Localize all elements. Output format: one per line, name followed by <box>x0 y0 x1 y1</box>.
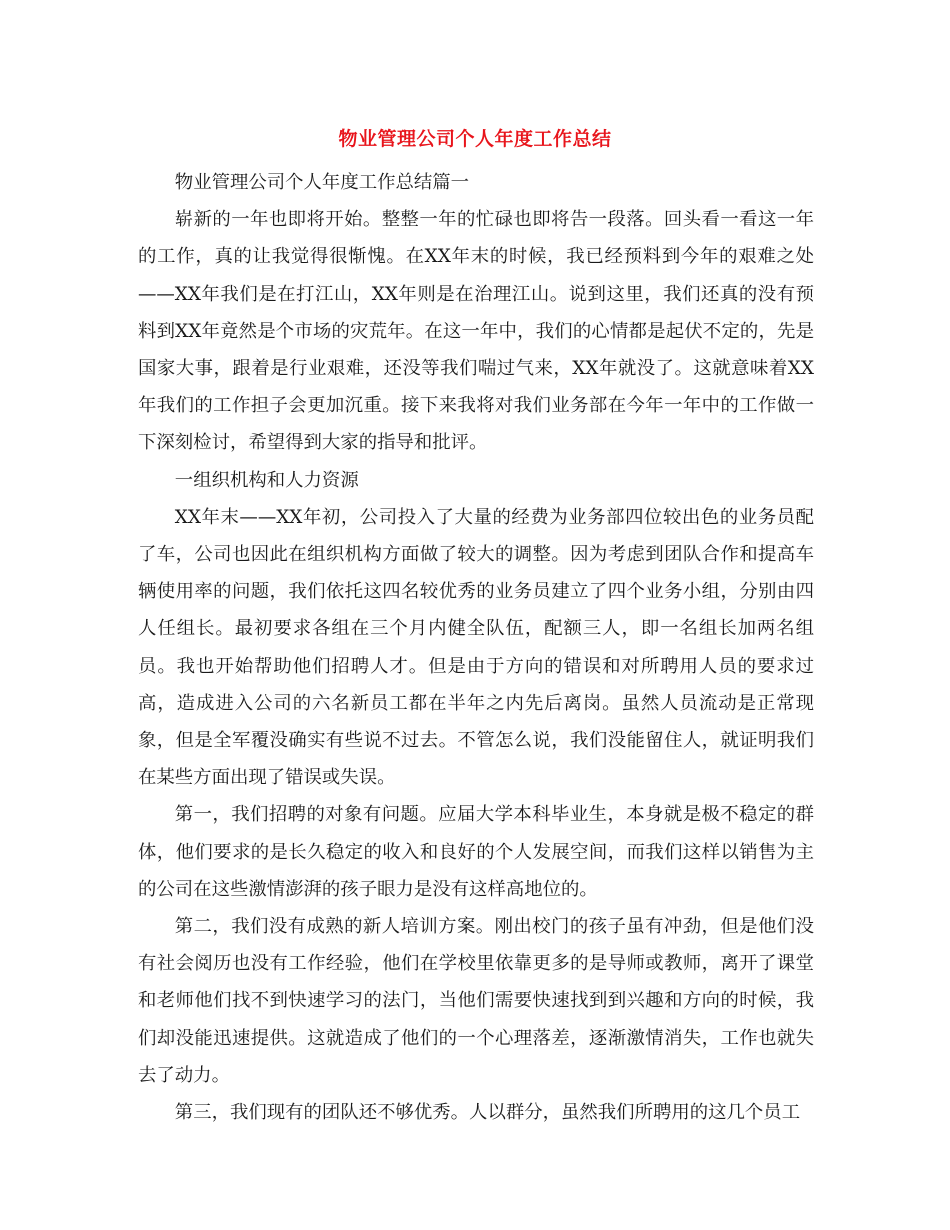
paragraph-point-2: 第二，我们没有成熟的新人培训方案。刚出校门的孩子虽有冲劲，但是他们没有社会阅历也没有工作经验，他们在学校里依靠更多的是导师或教师，离开了课堂和老师他们找不到快速学习的法门，当他们需要快速找到到兴趣和方向的时候，我们却没能迅速提供。这就造成了他们的一个心理落差，逐渐激情消失，工作也就失去了动力。 <box>138 916 814 1086</box>
paragraph-intro: 崭新的一年也即将开始。整整一年的忙碌也即将告一段落。回头看一看这一年的工作，真的让我觉得很惭愧。在XX年末的时候，我已经预料到今年的艰难之处——XX年我们是在打江山，XX年则是在治理江山。说到这里，我们还真的没有预料到XX年竟然是个市场的灾荒年。在这一年中，我们的心情都是起伏不定的，先是国家大事，跟着是行业艰难，还没等我们喘过气来，XX年就没了。这就意味着XX年我们的工作担子会更加沉重。接下来我将对我们业务部在今年一年中的工作做一下深刻检讨，希望得到大家的指导和批评。 <box>138 209 814 454</box>
paragraph-organization: XX年末——XX年初，公司投入了大量的经费为业务部四位较出色的业务员配了车，公司也因此在组织机构方面做了较大的调整。因为考虑到团队合作和提高车辆使用率的问题，我们依托这四名较优秀的业务员建立了四个业务小组，分别由四人任组长。最初要求各组在三个月内健全队伍，配额三人，即一名组长加两名组员。我也开始帮助他们招聘人才。但是由于方向的错误和对所聘用人员的要求过高，造成进入公司的六名新员工都在半年之内先后离岗。虽然人员流动是正常现象，但是全军覆没确实有些说不过去。不管怎么说，我们没能留住人，就证明我们在某些方面出现了错误或失误。 <box>138 506 814 789</box>
paragraph-point-3: 第三，我们现有的团队还不够优秀。人以群分，虽然我们所聘用的这几个员工 <box>174 1102 801 1124</box>
paragraph-point-1: 第一，我们招聘的对象有问题。应届大学本科毕业生，本身就是极不稳定的群体，他们要求的是长久稳定的收入和良好的个人发展空间，而我们这样以销售为主的公司在这些激情澎湃的孩子眼力是没有这样高地位的。 <box>138 804 814 900</box>
section-heading-2: 一组织机构和人力资源 <box>174 469 359 491</box>
document-title: 物业管理公司个人年度工作总结 <box>338 128 612 150</box>
section-heading-1: 物业管理公司个人年度工作总结篇一 <box>174 172 470 193</box>
document-body <box>138 164 814 1131</box>
